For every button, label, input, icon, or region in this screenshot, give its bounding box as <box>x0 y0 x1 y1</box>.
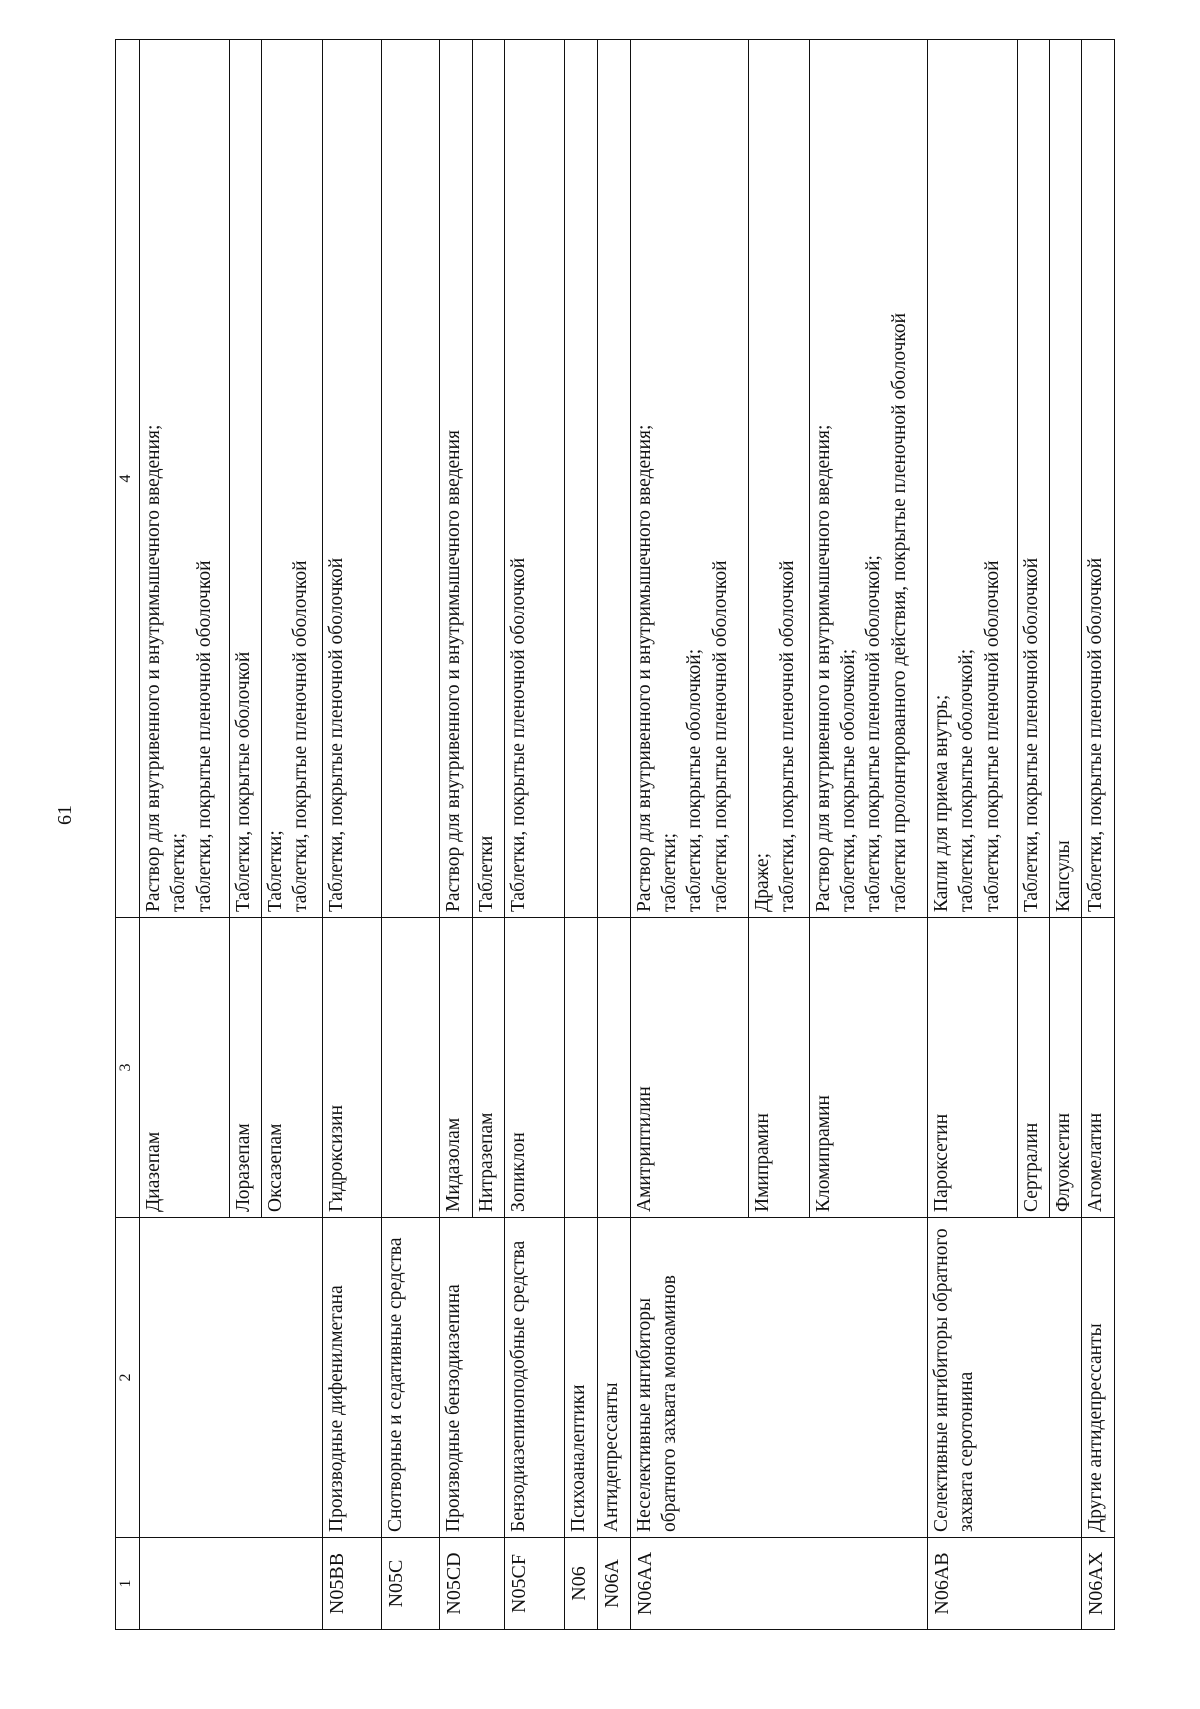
forms-cell <box>748 40 809 918</box>
forms-cell <box>261 40 322 918</box>
form-line: таблетки пролонгированного действия, покрытые пленочной оболочкой <box>888 312 910 912</box>
forms-cell <box>630 40 748 918</box>
forms-cell <box>1081 40 1114 918</box>
drug-cell: Оксазепам <box>261 918 322 1218</box>
form-line: таблетки, покрытые пленочной оболочкой <box>709 560 731 912</box>
form-line: Таблетки; <box>264 830 286 912</box>
header-col-2: 2 <box>116 1218 140 1538</box>
group-cell: Бензодиазепиноподобные средства <box>504 1218 564 1538</box>
header-col-4: 4 <box>116 40 140 918</box>
table-row <box>597 40 630 1630</box>
drug-cell: Амитриптилин <box>630 918 748 1218</box>
drug-cell: Агомелатин <box>1081 918 1114 1218</box>
group-cell: Селективные ингибиторы обратного захвата серотонина <box>928 1218 1082 1538</box>
form-line: таблетки, покрытые пленочной оболочкой <box>981 560 1003 912</box>
forms-cell <box>322 40 381 918</box>
drug-cell: Лоразепам <box>229 918 261 1218</box>
atc-code-cell: N06 <box>564 1538 597 1630</box>
group-cell: Снотворные и седативные средства <box>381 1218 440 1538</box>
header-row <box>116 40 140 1630</box>
atc-code-cell: N05CD <box>440 1538 504 1630</box>
drug-cell: Кломипрамин <box>809 918 927 1218</box>
rotated-table-wrapper <box>115 40 1115 1630</box>
table-row <box>1081 40 1114 1630</box>
table-row <box>630 40 748 1630</box>
form-line: таблетки, покрытые пленочной оболочкой <box>193 560 215 912</box>
drug-table <box>115 39 1115 1630</box>
form-line: таблетки, покрытые оболочкой; <box>956 648 978 912</box>
group-cell <box>140 1218 323 1538</box>
form-line: Таблетки <box>475 835 497 912</box>
form-line: таблетки; <box>168 832 190 912</box>
form-line: Капли для приема внутрь; <box>931 694 953 912</box>
forms-cell <box>472 40 504 918</box>
group-cell: Антидепрессанты <box>597 1218 630 1538</box>
table-row <box>322 40 381 1630</box>
form-line: таблетки, покрытые пленочной оболочкой <box>290 560 312 912</box>
form-line: таблетки, покрытые пленочной оболочкой <box>777 560 799 912</box>
atc-code-cell: N05BB <box>322 1538 381 1630</box>
table-row <box>504 40 564 1630</box>
forms-cell <box>1017 40 1049 918</box>
atc-code-cell: N06AA <box>630 1538 928 1630</box>
form-line: таблетки; <box>658 832 680 912</box>
atc-code-cell <box>140 1538 323 1630</box>
drug-cell: Гидроксизин <box>322 918 381 1218</box>
form-line: Таблетки, покрытые оболочкой <box>232 651 254 912</box>
table-row <box>928 40 1018 1630</box>
form-line: Раствор для внутривенного и внутримышечного введения; <box>812 424 834 912</box>
drug-cell <box>597 918 630 1218</box>
drug-cell <box>381 918 440 1218</box>
drug-cell: Сертралин <box>1017 918 1049 1218</box>
drug-cell <box>564 918 597 1218</box>
form-line: Раствор для внутривенного и внутримышечного введения; <box>633 424 655 912</box>
forms-cell <box>597 40 630 918</box>
form-line: Таблетки, покрытые пленочной оболочкой <box>1084 557 1106 912</box>
form-line: Таблетки, покрытые пленочной оболочкой <box>507 557 529 912</box>
form-line: Капсулы <box>1052 840 1074 912</box>
form-line: Раствор для внутривенного и внутримышечного введения; <box>143 424 164 912</box>
forms-cell <box>140 40 230 918</box>
drug-cell: Имипрамин <box>748 918 809 1218</box>
form-line: таблетки, покрытые пленочной оболочкой; <box>863 555 885 912</box>
atc-code-cell: N05CF <box>504 1538 564 1630</box>
header-col-3: 3 <box>116 918 140 1218</box>
table-row <box>440 40 472 1630</box>
drug-cell: Нитразепам <box>472 918 504 1218</box>
group-cell: Другие антидепрессанты <box>1081 1218 1114 1538</box>
forms-cell <box>440 40 472 918</box>
drug-cell: Диазепам <box>140 918 230 1218</box>
form-line: таблетки, покрытые оболочкой; <box>684 648 706 912</box>
form-line: Драже; <box>751 853 773 912</box>
table-row <box>140 40 230 1630</box>
table-row <box>564 40 597 1630</box>
group-cell: Неселективные ингибиторы обратного захвата моноаминов <box>630 1218 928 1538</box>
forms-cell <box>229 40 261 918</box>
page-number: 61 <box>54 805 76 825</box>
atc-code-cell: N06AB <box>928 1538 1082 1630</box>
form-line: Раствор для внутривенного и внутримышечного введения <box>443 430 465 912</box>
table-row <box>381 40 440 1630</box>
form-line: Таблетки, покрытые пленочной оболочкой <box>325 557 347 912</box>
drug-cell: Зопиклон <box>504 918 564 1218</box>
atc-code-cell: N06AX <box>1081 1538 1114 1630</box>
header-col-1: 1 <box>116 1538 140 1630</box>
group-cell: Психоаналептики <box>564 1218 597 1538</box>
forms-cell <box>564 40 597 918</box>
forms-cell <box>809 40 927 918</box>
forms-cell <box>1049 40 1081 918</box>
atc-code-cell: N06A <box>597 1538 630 1630</box>
forms-cell <box>504 40 564 918</box>
group-cell: Производные дифенилметана <box>322 1218 381 1538</box>
forms-cell <box>928 40 1018 918</box>
form-line: Таблетки, покрытые пленочной оболочкой <box>1020 557 1042 912</box>
drug-cell: Флуоксетин <box>1049 918 1081 1218</box>
group-cell: Производные бензодиазепина <box>440 1218 504 1538</box>
drug-cell: Пароксетин <box>928 918 1018 1218</box>
atc-code-cell: N05C <box>381 1538 440 1630</box>
forms-cell <box>381 40 440 918</box>
form-line: таблетки, покрытые оболочкой; <box>838 648 860 912</box>
drug-cell: Мидазолам <box>440 918 472 1218</box>
